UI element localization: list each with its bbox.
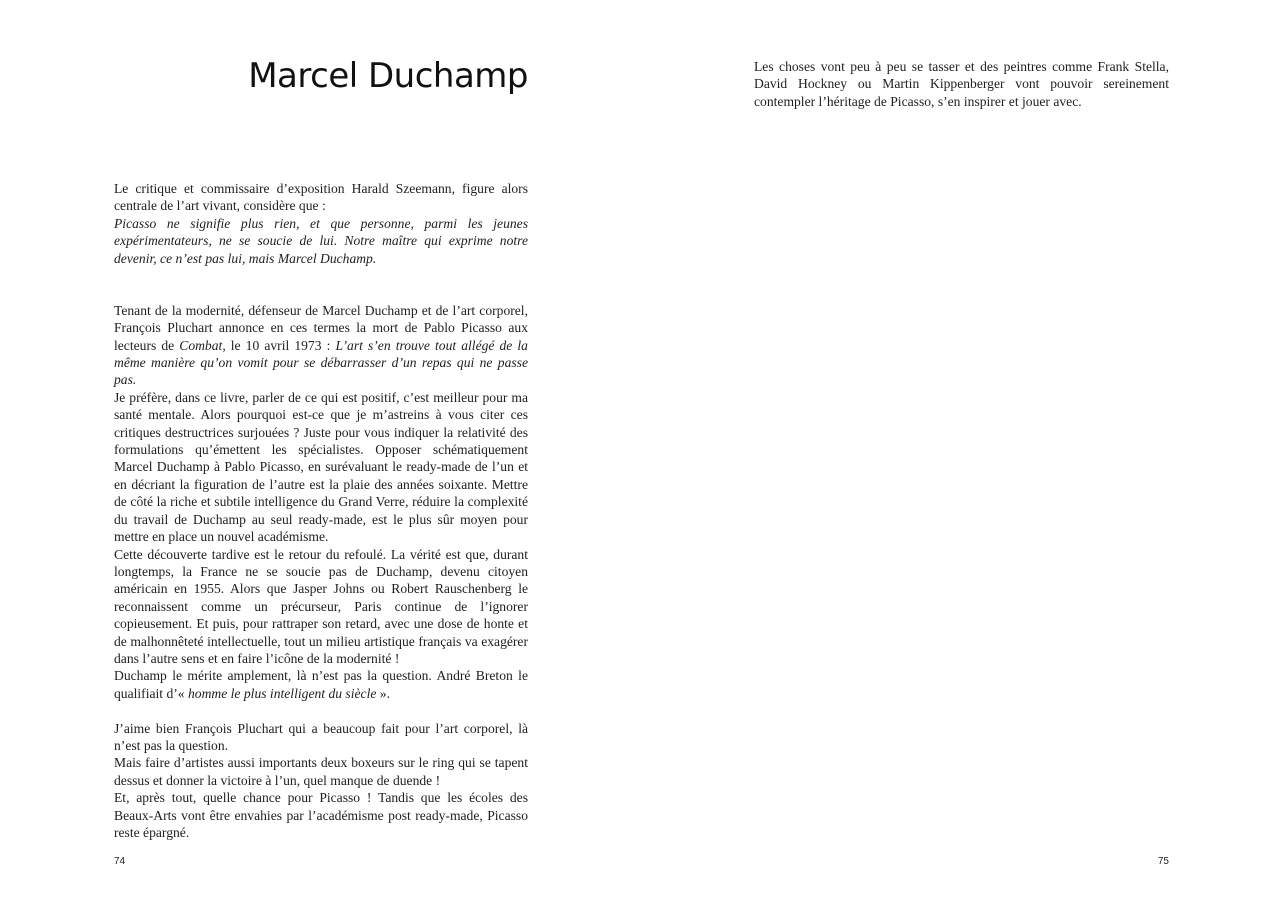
paragraph-text: Duchamp le mérite amplement, là n’est pas la question. André Breton le qualifiait d’« [114,668,528,701]
chapter-title: Marcel Duchamp [248,56,528,96]
journal-name: Combat [179,337,223,353]
szeemann-quote: Picasso ne signifie plus rien, et que personne, parmi les jeunes expérimentateurs, ne se soucie de lui. Notre maître qui exprime notre devenir, ce n’est pas lui, mais Marcel Duchamp. [114,215,528,266]
paragraph-breton [114,667,528,702]
paragraph-text: , le 10 avril 1973 : [222,337,336,353]
page-number: 74 [114,856,126,867]
paragraph-pluchart [114,302,528,389]
paragraph-chance: Et, après tout, quelle chance pour Picasso ! Tandis que les écoles des Beaux-Arts vont être envahies par l’académisme post ready-made, Picasso reste épargné. [114,790,528,840]
right-body-text [754,58,1169,110]
paragraph-boxeurs: Mais faire d’artistes aussi importants deux boxeurs sur le ring qui se tapent dessus et donner la victoire à l’un, quel manque de duende ! [114,755,528,788]
paragraph-szeemann [114,180,528,267]
left-body-text [114,180,528,841]
paragraph-art-corporel: J’aime bien François Pluchart qui a beaucoup fait pour l’art corporel, là n’est pas la question. [114,720,528,753]
paragraph-text: Le critique et commissaire d’exposition Harald Szeemann, figure alors centrale de l’art vivant, considère que : [114,181,528,214]
pluchart-quote: L’art s’en trouve tout allégé de la même manière qu’on vomit pour se débarrasser d’un repas qui ne passe pas. [114,337,528,388]
paragraph-heritage: Les choses vont peu à peu se tasser et des peintres comme Frank Stella, David Hockney ou Martin Kippenberger vont pouvoir sereinement contempler l’héritage de Picasso, s’en inspirer et jouer avec. [754,59,1169,109]
paragraph-refoule: Cette découverte tardive est le retour du refoulé. La vérité est que, durant longtemps, la France ne se soucie pas de Duchamp, devenu citoyen américain en 1955. Alors que Jasper Johns ou Robert Rauschenberg le reconnaissent comme un précurseur, Paris continue de l’ignorer copieusement. Et puis, pour rattraper son retard, avec une dose de honte et de malhonnêteté intellectuelle, tout un milieu artistique français va exagérer dans l’autre sens et en faire l’icône de la modernité ! [114,546,528,666]
right-page [641,0,1282,904]
paragraph-relativity: Je préfère, dans ce livre, parler de ce qui est positif, c’est meilleur pour ma santé mentale. Alors pourquoi est-ce que je m’astreins à vous citer ces critiques destructrices surjouées ? Juste pour vous indiquer la relativité des formulations qu’émettent les spécialistes. Opposer schématiquement Marcel Duchamp à Pablo Picasso, en surévaluant le ready-made de l’un et en décriant la figuration de l’autre est la plaie des années soixante. Mettre de côté la riche et subtile intelligence du Grand Verre, réduire la complexité du travail de Duchamp au seul ready-made, est le plus sûr moyen pour mettre en place un nouvel académisme. [114,389,528,545]
paragraph-text: ». [376,685,390,701]
page-number: 75 [1157,856,1169,867]
breton-quote: homme le plus intelligent du siècle [188,685,377,701]
paragraph-text: Tenant de la modernité, défenseur de Marcel Duchamp et de l’art corporel, François Pluchart annonce en ces termes la mort de Pablo Picasso aux lecteurs de [114,302,528,353]
